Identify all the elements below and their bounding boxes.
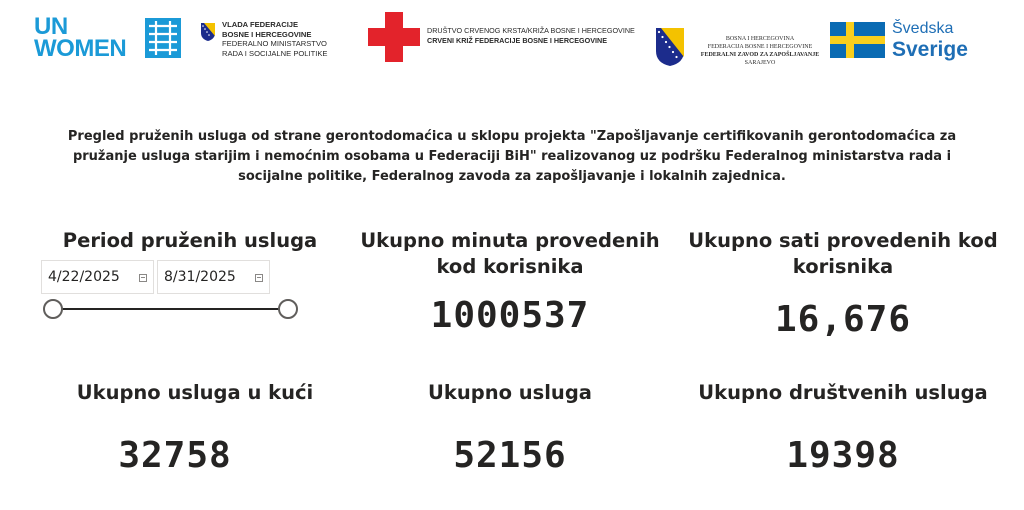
period-slider-end-handle[interactable] [278,299,298,319]
end-date-input[interactable] [157,260,270,294]
vlada-logo-line1: VLADA FEDERACIJE [222,20,299,29]
vlada-logo-line2: BOSNE I HERCEGOVINE [222,29,312,39]
period-title: Period pruženih usluga [62,229,318,252]
total-services-card-title: Ukupno usluga [428,381,592,404]
hours-card-value: 16,676 [774,299,912,340]
bih-coat-of-arms-icon [200,22,216,42]
social-services-card-title: Ukupno društvenih usluga [698,381,988,404]
unwomen-logo-line2: WOMEN [34,35,127,62]
red-cross-logo-text [427,26,635,46]
zavod-logo-line2: FEDERACIJA BOSNE I HERCEGOVINE [707,44,813,50]
zavod-logo-line4: SARAJEVO [744,60,776,66]
total-services-card-value: 52156 [453,435,567,476]
zavod-logo-line3: FEDERALNI ZAVOD ZA ZAPOŠLJAVANJE [700,52,820,58]
period-slider-track[interactable] [52,308,288,310]
bih-flag-icon [655,27,685,67]
sweden-logo-line1: Švedska [892,20,954,37]
end-date-value: 8/31/2025 [164,269,236,285]
unwomen-logo-line1: UN [34,13,68,40]
minutes-card-title: Ukupno minuta provedenih kod korisnika [360,229,660,278]
period-slider-start-handle[interactable] [43,299,63,319]
social-services-card-value: 19398 [786,435,900,476]
sweden-logo-line2: Sverige [892,38,968,61]
hours-card-title: Ukupno sati provedenih kod korisnika [688,229,998,278]
red-cross-logo-line1: DRUŠTVO CRVENOG KRSTA/KRIŽA BOSNE I HERCEGOVINE [427,26,635,35]
unwomen-logo [34,14,184,66]
red-cross-logo-line2: CRVENI KRIŽ FEDERACIJE BOSNE I HERCEGOVINE [427,36,607,45]
vlada-logo-line4: RADA I SOCIJALNE POLITIKE [222,48,328,58]
minutes-card-value: 1000537 [430,295,590,336]
report-description: Pregled pruženih usluga od strane gerontodomaćica u sklopu projekta "Zapošljavanje certifikovanih gerontodomaćica za pružanje usluga starijim i nemoćnim osobama u Federaciji BiH" realizovanog uz podršku Federalnog ministarstva rada i socijalne politike, Federalnog zavoda za zapošljavanje i lokalnih zajednica. [67,129,957,184]
red-cross-icon [368,12,420,62]
calendar-icon[interactable] [139,274,147,282]
home-services-card-title: Ukupno usluga u kući [76,381,314,404]
zavod-logo-text [690,35,830,67]
vlada-logo-line3: FEDERALNO MINISTARSTVO [222,39,327,48]
sweden-logo-text [892,20,968,62]
home-services-card-value: 32758 [118,435,232,476]
zavod-logo-line1: BOSNA I HERCEGOVINA [725,36,795,42]
calendar-icon[interactable] [255,274,263,282]
start-date-input[interactable] [41,260,154,294]
sweden-flag-icon [830,22,885,58]
logo-bar [0,0,1024,80]
start-date-value: 4/22/2025 [48,269,120,285]
unwomen-emblem-icon [145,18,181,58]
vlada-federacije-logo [200,20,350,60]
